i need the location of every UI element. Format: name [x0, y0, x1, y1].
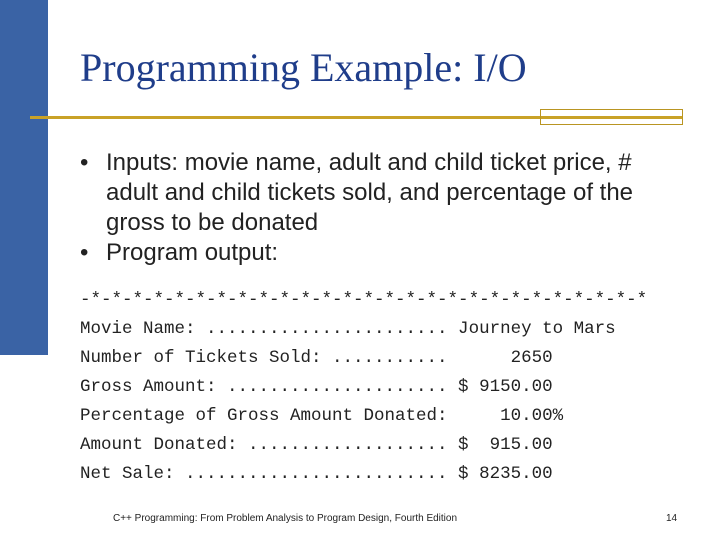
output-line-net-sale: Net Sale: ......................... $ 8235.00	[80, 464, 553, 484]
slide-side-bar	[0, 0, 48, 355]
output-line-amount-donated: Amount Donated: ................... $ 915.00	[80, 435, 553, 455]
page-number: 14	[666, 513, 678, 524]
bullet-icon: •	[80, 149, 89, 176]
bullet-item-inputs	[80, 148, 680, 238]
slide-title: Programming Example: I/O	[80, 45, 527, 90]
output-line-percentage: Percentage of Gross Amount Donated: 10.00%	[80, 406, 564, 426]
bullet-text: Program output:	[106, 239, 279, 266]
program-output	[80, 286, 647, 489]
bullet-text: Inputs: movie name, adult and child ticket price, # adult and child tickets sold, and percentage of the gross to be donated	[106, 149, 634, 236]
bullet-icon: •	[80, 239, 89, 266]
bullet-list	[80, 148, 680, 268]
title-underline-box	[540, 109, 683, 125]
output-line-movie-name: Movie Name: ....................... Journey to Mars	[80, 319, 616, 339]
output-line-gross-amount: Gross Amount: ..................... $ 9150.00	[80, 377, 553, 397]
slide-footer: C++ Programming: From Problem Analysis to Program Design, Fourth Edition	[113, 513, 458, 524]
output-line-tickets-sold: Number of Tickets Sold: ........... 2650	[80, 348, 553, 368]
bullet-item-output	[80, 238, 680, 268]
output-separator: -*-*-*-*-*-*-*-*-*-*-*-*-*-*-*-*-*-*-*-*-*-*-*-*-*-*-*	[80, 290, 648, 310]
